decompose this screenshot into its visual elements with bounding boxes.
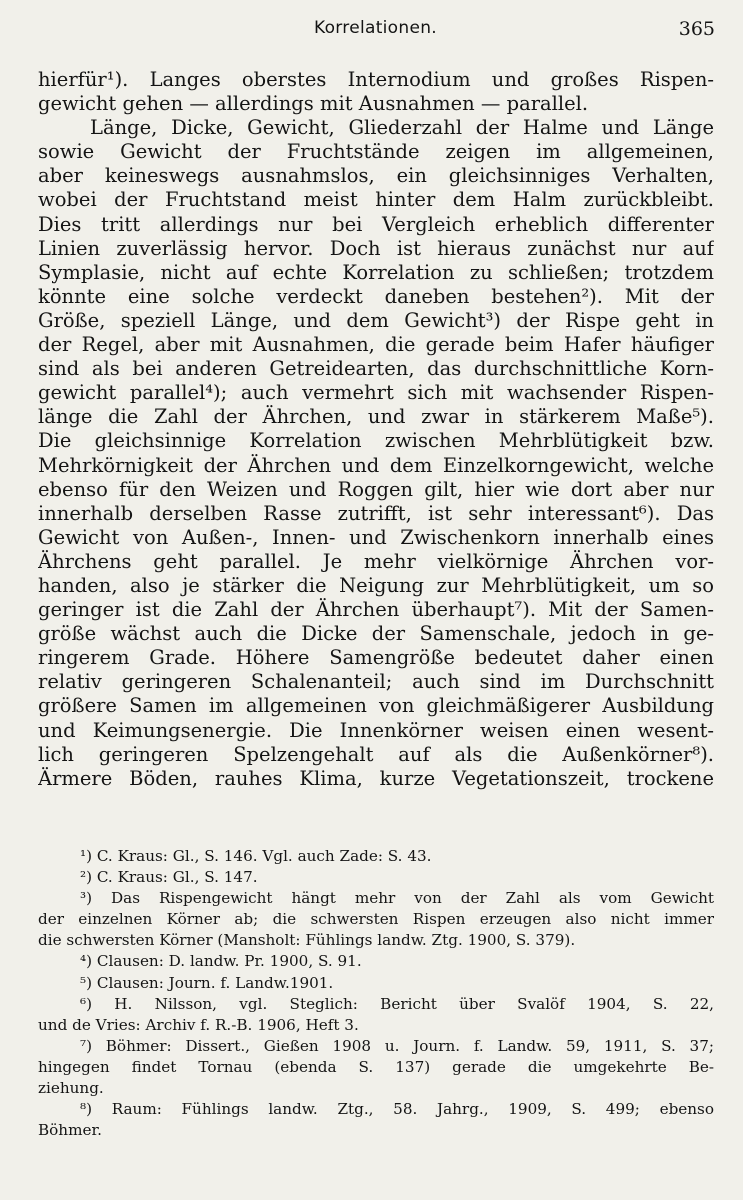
body-text bbox=[38, 68, 714, 791]
text-line: gewicht gehen — allerdings mit Ausnahmen — parallel. bbox=[38, 92, 589, 116]
text-line: könnte eine solche verdeckt daneben bestehen²). Mit der bbox=[38, 284, 714, 308]
text-line: hierfür¹). Langes oberstes Internodium und großes Rispen- bbox=[38, 68, 714, 91]
text-line: Mehrkörnigkeit der Ährchen und dem Einzelkorngewicht, welche bbox=[38, 453, 714, 477]
text-line: innerhalb derselben Rasse zutrifft, ist sehr interessant⁶). Das bbox=[38, 501, 714, 525]
text-line: Linien zuverlässig hervor. Doch ist hieraus zunächst nur auf bbox=[38, 236, 714, 260]
text-line: gewicht parallel⁴); auch vermehrt sich mit wachsender Rispen- bbox=[38, 381, 714, 405]
footnote-line: und de Vries: Archiv f. R.-B. 1906, Heft 3. bbox=[38, 1015, 359, 1034]
footnote-line: hingegen findet Tornau (ebenda S. 137) gerade die umgekehrte Be- bbox=[38, 1057, 714, 1076]
footnotes bbox=[38, 846, 714, 1141]
text-line: wobei der Fruchtstand meist hinter dem Halm zurückbleibt. bbox=[38, 188, 714, 212]
footnote-line: ²) C. Kraus: Gl., S. 147. bbox=[80, 868, 258, 887]
footnote-line: ⁸) Raum: Fühlings landw. Ztg., 58. Jahrg., 1909, S. 499; ebenso bbox=[80, 1100, 714, 1119]
text-line: handen, also je stärker die Neigung zur Mehrblütigkeit, um so bbox=[38, 573, 714, 597]
text-line: relativ geringeren Schalenanteil; auch sind im Durchschnitt bbox=[38, 670, 714, 694]
text-line: Symplasie, nicht auf echte Korrelation zu schließen; trotzdem bbox=[38, 260, 714, 284]
text-line: Gewicht von Außen-, Innen- und Zwischenkorn innerhalb eines bbox=[38, 525, 714, 549]
text-line: geringer ist die Zahl der Ährchen überhaupt⁷). Mit der Samen- bbox=[38, 598, 714, 622]
footnote-line: ziehung. bbox=[38, 1079, 104, 1098]
footnote-line: ⁶) H. Nilsson, vgl. Steglich: Bericht über Svalöf 1904, S. 22, bbox=[80, 994, 714, 1013]
footnote-line: ¹) C. Kraus: Gl., S. 146. Vgl. auch Zade: S. 43. bbox=[80, 847, 432, 865]
text-line: sowie Gewicht der Fruchtstände zeigen im allgemeinen, bbox=[38, 140, 714, 164]
text-line: lich geringeren Spelzengehalt auf als die Außenkörner⁸). bbox=[38, 742, 714, 766]
page-number: 365 bbox=[678, 18, 715, 40]
running-head: Korrelationen. bbox=[313, 18, 437, 38]
text-line: Die gleichsinnige Korrelation zwischen Mehrblütigkeit bzw. bbox=[38, 429, 714, 453]
text-line: länge die Zahl der Ährchen, und zwar in stärkerem Maße⁵). bbox=[38, 405, 714, 429]
text-line: Größe, speziell Länge, und dem Gewicht³) der Rispe geht in bbox=[38, 308, 714, 332]
footnote-line: ³) Das Rispengewicht hängt mehr von der Zahl als vom Gewicht bbox=[80, 889, 714, 908]
text-line: Länge, Dicke, Gewicht, Gliederzahl der Halme und Länge bbox=[90, 116, 714, 140]
text-line: Ärmere Böden, rauhes Klima, kurze Vegetationszeit, trockene bbox=[38, 766, 714, 790]
footnote-line: ⁵) Clausen: Journ. f. Landw.1901. bbox=[80, 973, 334, 992]
page-header bbox=[36, 18, 715, 52]
text-line: der Regel, aber mit Ausnahmen, die gerade beim Hafer häufiger bbox=[38, 333, 714, 357]
footnote-line: ⁴) Clausen: D. landw. Pr. 1900, S. 91. bbox=[80, 952, 362, 971]
footnote-line: Böhmer. bbox=[38, 1121, 102, 1140]
text-line: größere Samen im allgemeinen von gleichmäßigerer Ausbildung bbox=[38, 694, 714, 718]
footnote-line: ⁷) Böhmer: Dissert., Gießen 1908 u. Journ. f. Landw. 59, 1911, S. 37; bbox=[80, 1036, 714, 1055]
text-line: Ährchens geht parallel. Je mehr vielkörnige Ährchen vor- bbox=[38, 549, 714, 573]
text-line: sind als bei anderen Getreidearten, das durchschnittliche Korn- bbox=[38, 357, 714, 381]
text-line: ebenso für den Weizen und Roggen gilt, hier wie dort aber nur bbox=[38, 477, 714, 501]
text-line: größe wächst auch die Dicke der Samenschale, jedoch in ge- bbox=[38, 622, 714, 646]
text-line: aber keineswegs ausnahmslos, ein gleichsinniges Verhalten, bbox=[38, 164, 714, 188]
text-line: Dies tritt allerdings nur bei Vergleich erheblich differenter bbox=[38, 212, 714, 236]
text-line: ringerem Grade. Höhere Samengröße bedeutet daher einen bbox=[38, 646, 714, 670]
text-line: und Keimungsenergie. Die Innenkörner weisen einen wesent- bbox=[38, 718, 714, 742]
footnote-line: die schwersten Körner (Mansholt: Fühlings landw. Ztg. 1900, S. 379). bbox=[38, 931, 576, 950]
footnote-line: der einzelnen Körner ab; die schwersten Rispen erzeugen also nicht immer bbox=[38, 910, 714, 929]
